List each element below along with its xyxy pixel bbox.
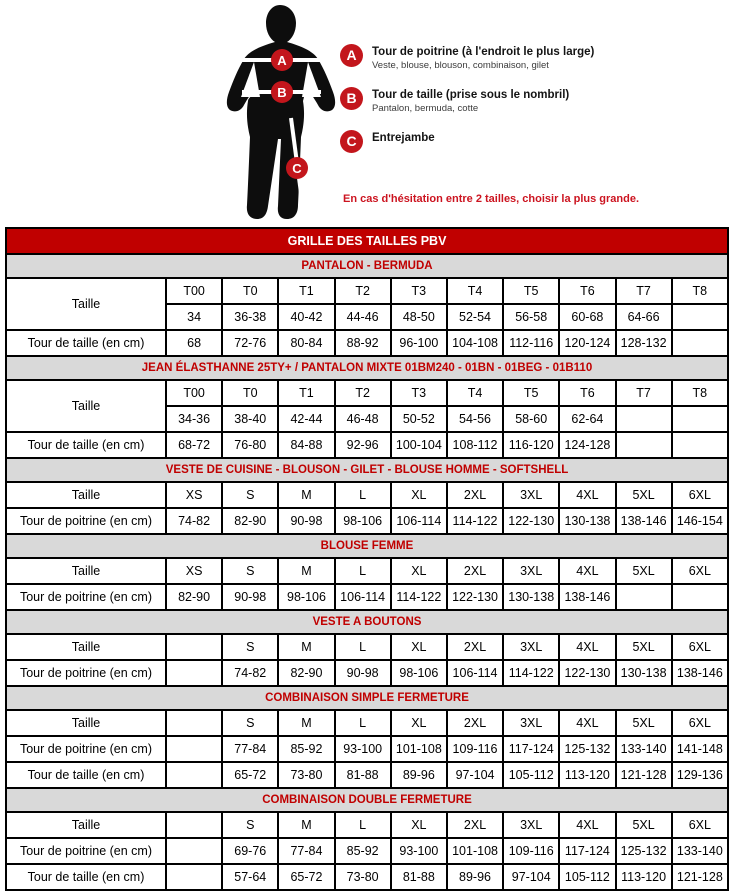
size-cell: 113-120 — [559, 762, 615, 788]
row-label: Taille — [6, 482, 166, 508]
size-cell — [672, 330, 728, 356]
size-cell: T3 — [391, 380, 447, 406]
legend-item-chest — [340, 44, 594, 71]
row-label: Tour de poitrine (en cm) — [6, 660, 166, 686]
size-cell: 122-130 — [503, 508, 559, 534]
size-cell: 133-140 — [616, 736, 672, 762]
size-cell: L — [335, 482, 391, 508]
size-cell: 6XL — [672, 634, 728, 660]
size-cell: 138-146 — [616, 508, 672, 534]
size-cell — [616, 432, 672, 458]
size-cell: 2XL — [447, 482, 503, 508]
section-header-row — [6, 610, 728, 634]
size-cell: 109-116 — [503, 838, 559, 864]
size-cell: 56-58 — [503, 304, 559, 330]
size-cell: 77-84 — [278, 838, 334, 864]
size-cell: 34 — [166, 304, 222, 330]
table-title-row — [6, 228, 728, 254]
size-cell: 133-140 — [672, 838, 728, 864]
row-label: Taille — [6, 558, 166, 584]
table-row — [6, 710, 728, 736]
size-cell: 89-96 — [447, 864, 503, 890]
size-cell: 121-128 — [672, 864, 728, 890]
size-cell: 84-88 — [278, 432, 334, 458]
size-cell: 4XL — [559, 558, 615, 584]
size-cell: T00 — [166, 278, 222, 304]
size-cell: 38-40 — [222, 406, 278, 432]
size-cell: 2XL — [447, 812, 503, 838]
section-header: COMBINAISON DOUBLE FERMETURE — [6, 788, 728, 812]
size-cell: 65-72 — [278, 864, 334, 890]
size-cell: 125-132 — [616, 838, 672, 864]
size-cell: T4 — [447, 278, 503, 304]
section-header-row — [6, 534, 728, 558]
size-cell — [166, 864, 222, 890]
size-cell: T2 — [335, 278, 391, 304]
size-cell: L — [335, 558, 391, 584]
size-cell: 116-120 — [503, 432, 559, 458]
size-cell: 124-128 — [559, 432, 615, 458]
size-cell: 106-114 — [335, 584, 391, 610]
man-silhouette-icon — [222, 2, 340, 224]
size-cell: 92-96 — [335, 432, 391, 458]
size-grid-table — [5, 227, 729, 891]
section-header: VESTE A BOUTONS — [6, 610, 728, 634]
row-label: Tour de poitrine (en cm) — [6, 838, 166, 864]
size-cell: 69-76 — [222, 838, 278, 864]
size-cell: M — [278, 482, 334, 508]
size-cell — [672, 432, 728, 458]
size-cell: S — [222, 482, 278, 508]
row-label: Taille — [6, 812, 166, 838]
size-cell: 3XL — [503, 558, 559, 584]
size-cell: 82-90 — [166, 584, 222, 610]
size-cell: 130-138 — [503, 584, 559, 610]
size-cell — [616, 406, 672, 432]
table-row — [6, 864, 728, 890]
size-cell — [672, 406, 728, 432]
letter-c-icon: C — [340, 130, 363, 153]
size-cell: 108-112 — [447, 432, 503, 458]
size-cell — [166, 762, 222, 788]
size-cell: T6 — [559, 380, 615, 406]
size-cell: 93-100 — [391, 838, 447, 864]
size-cell: 117-124 — [559, 838, 615, 864]
table-row — [6, 634, 728, 660]
chest-marker: A — [271, 49, 293, 71]
legend-title: Tour de taille (prise sous le nombril) — [372, 89, 570, 101]
row-label: Tour de taille (en cm) — [6, 432, 166, 458]
size-cell: S — [222, 710, 278, 736]
size-cell: 5XL — [616, 558, 672, 584]
size-cell: 85-92 — [278, 736, 334, 762]
size-cell: 117-124 — [503, 736, 559, 762]
size-cell: T5 — [503, 380, 559, 406]
size-cell: 68-72 — [166, 432, 222, 458]
size-cell: S — [222, 558, 278, 584]
size-cell: T2 — [335, 380, 391, 406]
size-cell: 82-90 — [222, 508, 278, 534]
size-cell: 40-42 — [278, 304, 334, 330]
section-header: COMBINAISON SIMPLE FERMETURE — [6, 686, 728, 710]
table-row — [6, 278, 728, 304]
legend-item-inseam — [340, 130, 435, 153]
size-cell: L — [335, 812, 391, 838]
table-row — [6, 482, 728, 508]
measurement-diagram — [0, 0, 734, 227]
size-cell: 6XL — [672, 482, 728, 508]
size-cell: 5XL — [616, 634, 672, 660]
row-label: Taille — [6, 710, 166, 736]
size-cell — [166, 660, 222, 686]
table-row — [6, 762, 728, 788]
hesitation-note: En cas d'hésitation entre 2 tailles, choisir la plus grande. — [343, 193, 640, 205]
size-cell: 76-80 — [222, 432, 278, 458]
row-label: Tour de taille (en cm) — [6, 762, 166, 788]
size-table-body — [6, 228, 728, 890]
size-cell: M — [278, 710, 334, 736]
size-cell: 93-100 — [335, 736, 391, 762]
size-cell: 109-116 — [447, 736, 503, 762]
table-row — [6, 812, 728, 838]
size-cell: 72-76 — [222, 330, 278, 356]
size-cell: 98-106 — [335, 508, 391, 534]
size-cell — [166, 736, 222, 762]
section-header: JEAN ÉLASTHANNE 25TY+ / PANTALON MIXTE 01BM240 - 01BN - 01BEG - 01B110 — [6, 356, 728, 380]
size-cell: 3XL — [503, 812, 559, 838]
size-cell: 6XL — [672, 558, 728, 584]
size-cell: 90-98 — [278, 508, 334, 534]
size-cell: 97-104 — [447, 762, 503, 788]
size-cell: 88-92 — [335, 330, 391, 356]
size-cell: 62-64 — [559, 406, 615, 432]
size-cell: 65-72 — [222, 762, 278, 788]
row-label: Tour de poitrine (en cm) — [6, 508, 166, 534]
row-label: Taille — [6, 380, 166, 432]
size-cell — [672, 584, 728, 610]
size-cell: 112-116 — [503, 330, 559, 356]
table-row — [6, 660, 728, 686]
size-cell: 90-98 — [222, 584, 278, 610]
size-cell: 5XL — [616, 482, 672, 508]
size-cell: 106-114 — [391, 508, 447, 534]
size-cell: XL — [391, 812, 447, 838]
size-cell: 100-104 — [391, 432, 447, 458]
size-cell: XL — [391, 482, 447, 508]
size-cell: 50-52 — [391, 406, 447, 432]
row-label: Tour de taille (en cm) — [6, 864, 166, 890]
size-cell: 122-130 — [447, 584, 503, 610]
size-cell — [166, 634, 222, 660]
size-cell: 82-90 — [278, 660, 334, 686]
size-cell: 54-56 — [447, 406, 503, 432]
size-cell: L — [335, 634, 391, 660]
size-cell: 129-136 — [672, 762, 728, 788]
size-cell: 81-88 — [335, 762, 391, 788]
size-cell: S — [222, 812, 278, 838]
section-header: VESTE DE CUISINE - BLOUSON - GILET - BLOUSE HOMME - SOFTSHELL — [6, 458, 728, 482]
section-header-row — [6, 254, 728, 278]
size-cell: 74-82 — [222, 660, 278, 686]
size-cell: S — [222, 634, 278, 660]
size-cell — [672, 304, 728, 330]
size-cell: XS — [166, 482, 222, 508]
size-cell: 6XL — [672, 812, 728, 838]
row-label: Tour de poitrine (en cm) — [6, 736, 166, 762]
size-cell: XL — [391, 558, 447, 584]
size-cell: 128-132 — [616, 330, 672, 356]
size-cell: 121-128 — [616, 762, 672, 788]
size-cell: 98-106 — [278, 584, 334, 610]
table-row — [6, 330, 728, 356]
size-cell: T00 — [166, 380, 222, 406]
size-cell: XL — [391, 710, 447, 736]
size-cell: 114-122 — [391, 584, 447, 610]
size-cell: L — [335, 710, 391, 736]
size-cell — [166, 812, 222, 838]
size-cell: 34-36 — [166, 406, 222, 432]
section-header-row — [6, 788, 728, 812]
size-cell: 90-98 — [335, 660, 391, 686]
table-row — [6, 736, 728, 762]
size-cell: T1 — [278, 278, 334, 304]
legend-title: Tour de poitrine (à l'endroit le plus large) — [372, 46, 595, 58]
size-cell: 101-108 — [447, 838, 503, 864]
size-cell: T7 — [616, 278, 672, 304]
size-cell: 122-130 — [559, 660, 615, 686]
size-cell: 146-154 — [672, 508, 728, 534]
row-label: Tour de taille (en cm) — [6, 330, 166, 356]
section-header: BLOUSE FEMME — [6, 534, 728, 558]
size-cell: T8 — [672, 278, 728, 304]
size-cell: 114-122 — [447, 508, 503, 534]
size-cell: T3 — [391, 278, 447, 304]
row-label: Tour de poitrine (en cm) — [6, 584, 166, 610]
size-cell: 105-112 — [503, 762, 559, 788]
table-row — [6, 380, 728, 406]
size-cell: 4XL — [559, 482, 615, 508]
size-cell: T4 — [447, 380, 503, 406]
size-cell: 2XL — [447, 634, 503, 660]
size-cell: 5XL — [616, 812, 672, 838]
size-cell: 3XL — [503, 482, 559, 508]
legend-title: Entrejambe — [372, 132, 435, 144]
size-cell: 77-84 — [222, 736, 278, 762]
size-cell — [616, 584, 672, 610]
size-cell: 89-96 — [391, 762, 447, 788]
size-cell: 44-46 — [335, 304, 391, 330]
size-cell: XL — [391, 634, 447, 660]
size-cell: 52-54 — [447, 304, 503, 330]
size-cell: 80-84 — [278, 330, 334, 356]
size-cell: 58-60 — [503, 406, 559, 432]
size-cell: 96-100 — [391, 330, 447, 356]
size-cell: T5 — [503, 278, 559, 304]
size-cell: 74-82 — [166, 508, 222, 534]
size-cell: 120-124 — [559, 330, 615, 356]
size-cell: 6XL — [672, 710, 728, 736]
section-header-row — [6, 458, 728, 482]
letter-b-icon: B — [340, 87, 363, 110]
size-cell: 104-108 — [447, 330, 503, 356]
size-cell: 98-106 — [391, 660, 447, 686]
size-cell: 4XL — [559, 634, 615, 660]
size-cell: 2XL — [447, 710, 503, 736]
size-cell: 141-148 — [672, 736, 728, 762]
size-cell — [166, 710, 222, 736]
size-cell: M — [278, 634, 334, 660]
size-cell: 4XL — [559, 812, 615, 838]
size-cell: 60-68 — [559, 304, 615, 330]
table-row — [6, 508, 728, 534]
size-cell: 2XL — [447, 558, 503, 584]
size-cell: 130-138 — [616, 660, 672, 686]
table-row — [6, 558, 728, 584]
size-cell: T7 — [616, 380, 672, 406]
table-row — [6, 838, 728, 864]
size-cell: 138-146 — [672, 660, 728, 686]
row-label: Taille — [6, 278, 166, 330]
size-cell: 81-88 — [391, 864, 447, 890]
size-cell — [166, 838, 222, 864]
row-label: Taille — [6, 634, 166, 660]
section-header-row — [6, 356, 728, 380]
table-row — [6, 432, 728, 458]
size-cell: 114-122 — [503, 660, 559, 686]
size-cell: T8 — [672, 380, 728, 406]
size-cell: 101-108 — [391, 736, 447, 762]
size-cell: 105-112 — [559, 864, 615, 890]
size-cell: 64-66 — [616, 304, 672, 330]
size-cell: 3XL — [503, 634, 559, 660]
size-cell: 73-80 — [335, 864, 391, 890]
size-cell: 138-146 — [559, 584, 615, 610]
size-cell: 5XL — [616, 710, 672, 736]
inseam-marker: C — [286, 157, 308, 179]
table-row — [6, 584, 728, 610]
size-cell: 48-50 — [391, 304, 447, 330]
size-cell: 125-132 — [559, 736, 615, 762]
section-header-row — [6, 686, 728, 710]
size-cell: 46-48 — [335, 406, 391, 432]
size-cell: 130-138 — [559, 508, 615, 534]
size-cell: 57-64 — [222, 864, 278, 890]
size-cell: XS — [166, 558, 222, 584]
size-cell: 3XL — [503, 710, 559, 736]
size-cell: 42-44 — [278, 406, 334, 432]
legend-subtitle: Pantalon, bermuda, cotte — [372, 103, 479, 115]
size-cell: 97-104 — [503, 864, 559, 890]
size-cell: 113-120 — [616, 864, 672, 890]
legend-item-waist — [340, 87, 569, 114]
section-header: PANTALON - BERMUDA — [6, 254, 728, 278]
size-cell: M — [278, 558, 334, 584]
size-cell: T0 — [222, 278, 278, 304]
waist-marker: B — [271, 81, 293, 103]
size-cell: M — [278, 812, 334, 838]
size-cell: 68 — [166, 330, 222, 356]
size-cell: 4XL — [559, 710, 615, 736]
size-cell: 106-114 — [447, 660, 503, 686]
table-title: GRILLE DES TAILLES PBV — [6, 228, 728, 254]
size-cell: 36-38 — [222, 304, 278, 330]
size-cell: T6 — [559, 278, 615, 304]
size-cell: 73-80 — [278, 762, 334, 788]
size-cell: T1 — [278, 380, 334, 406]
legend-subtitle: Veste, blouse, blouson, combinaison, gilet — [372, 60, 549, 72]
size-cell: 85-92 — [335, 838, 391, 864]
size-cell: T0 — [222, 380, 278, 406]
letter-a-icon: A — [340, 44, 363, 67]
